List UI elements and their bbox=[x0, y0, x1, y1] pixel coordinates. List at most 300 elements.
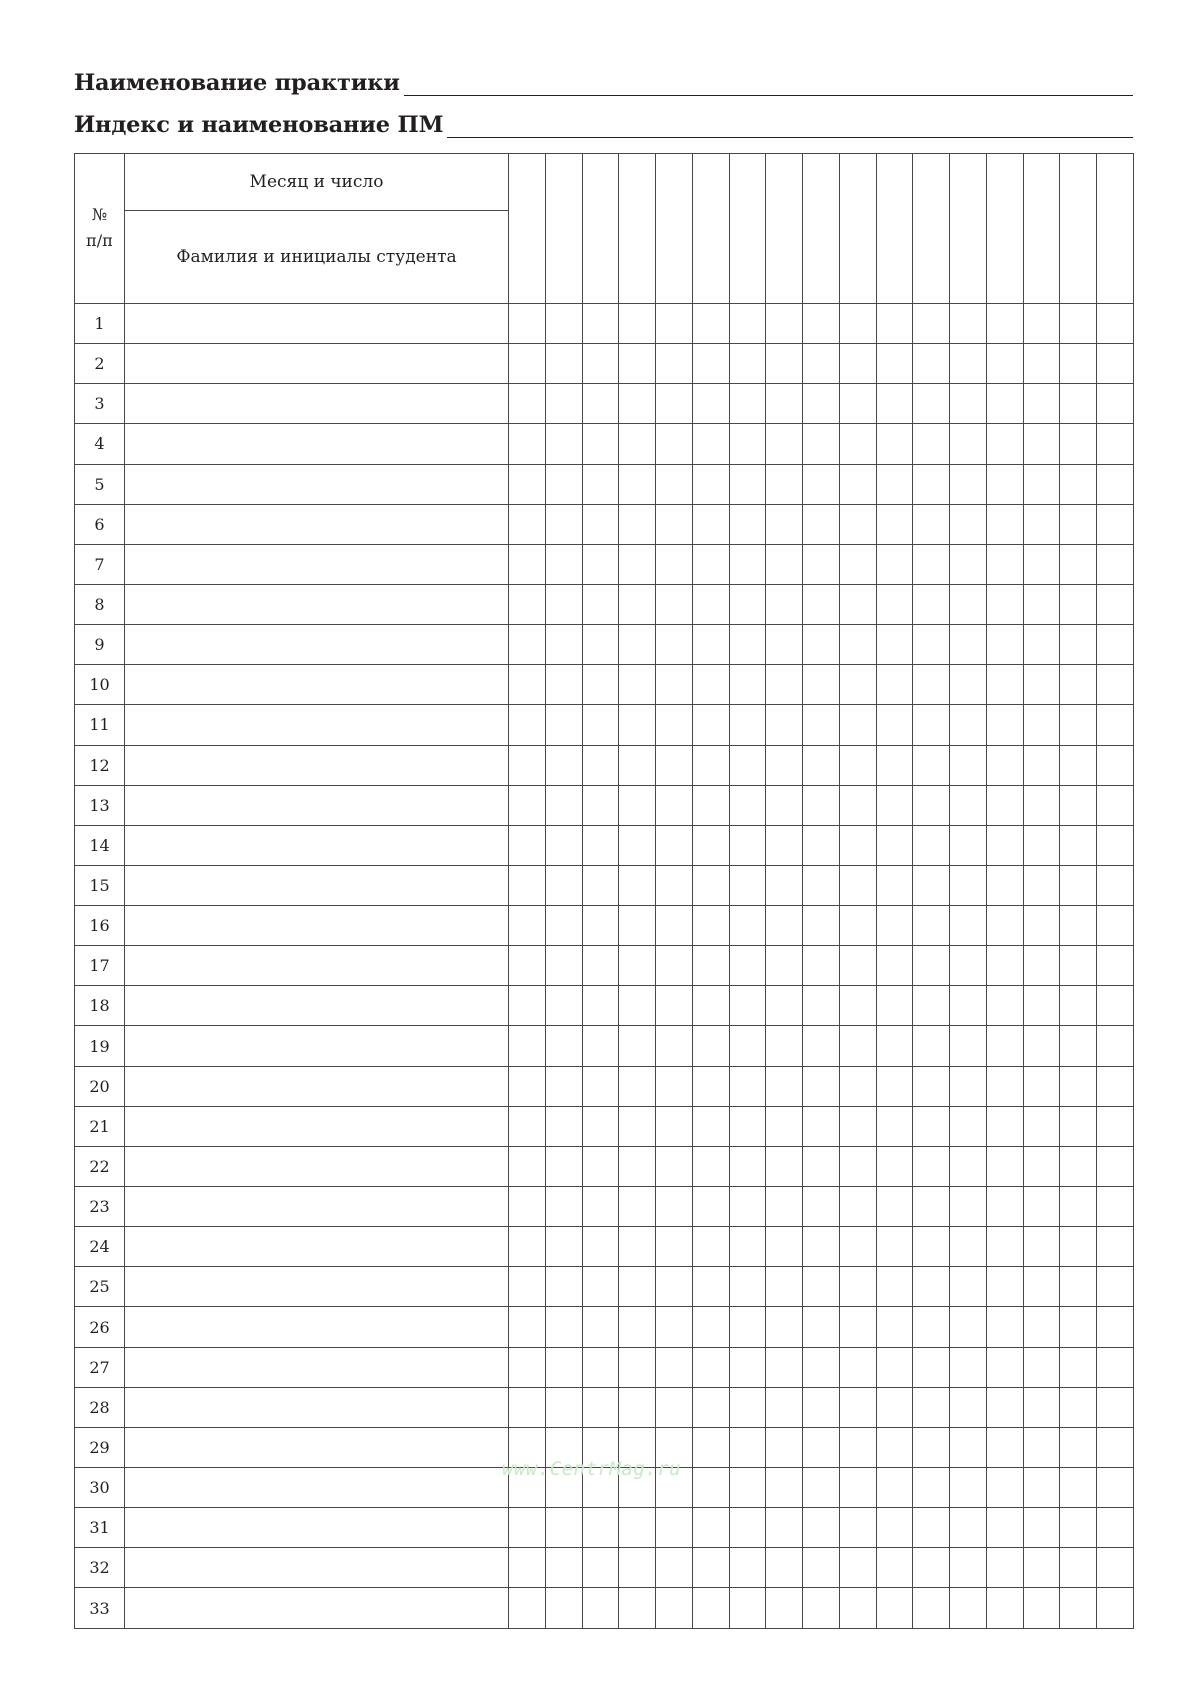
attendance-cell[interactable] bbox=[582, 1227, 619, 1267]
attendance-cell[interactable] bbox=[803, 625, 840, 665]
attendance-cell[interactable] bbox=[509, 1548, 546, 1588]
student-name-cell[interactable] bbox=[125, 303, 509, 343]
attendance-cell[interactable] bbox=[1097, 1267, 1134, 1307]
attendance-cell[interactable] bbox=[656, 946, 693, 986]
attendance-cell[interactable] bbox=[839, 745, 876, 785]
attendance-cell[interactable] bbox=[619, 1387, 656, 1427]
attendance-cell[interactable] bbox=[986, 986, 1023, 1026]
attendance-cell[interactable] bbox=[1097, 1026, 1134, 1066]
attendance-cell[interactable] bbox=[656, 1106, 693, 1146]
attendance-cell[interactable] bbox=[913, 1146, 950, 1186]
attendance-cell[interactable] bbox=[986, 1187, 1023, 1227]
attendance-cell[interactable] bbox=[656, 625, 693, 665]
attendance-cell[interactable] bbox=[839, 1508, 876, 1548]
attendance-cell[interactable] bbox=[986, 464, 1023, 504]
attendance-cell[interactable] bbox=[582, 1106, 619, 1146]
student-name-cell[interactable] bbox=[125, 1468, 509, 1508]
attendance-cell[interactable] bbox=[950, 1387, 987, 1427]
attendance-cell[interactable] bbox=[803, 1307, 840, 1347]
attendance-cell[interactable] bbox=[692, 464, 729, 504]
attendance-cell[interactable] bbox=[803, 1508, 840, 1548]
attendance-cell[interactable] bbox=[729, 1588, 766, 1629]
attendance-cell[interactable] bbox=[986, 1548, 1023, 1588]
attendance-cell[interactable] bbox=[1060, 785, 1097, 825]
attendance-cell[interactable] bbox=[582, 1187, 619, 1227]
attendance-cell[interactable] bbox=[619, 1146, 656, 1186]
attendance-cell[interactable] bbox=[803, 825, 840, 865]
attendance-cell[interactable] bbox=[876, 986, 913, 1026]
attendance-cell[interactable] bbox=[1060, 1548, 1097, 1588]
attendance-cell[interactable] bbox=[766, 625, 803, 665]
attendance-cell[interactable] bbox=[1060, 424, 1097, 464]
attendance-cell[interactable] bbox=[729, 1106, 766, 1146]
attendance-cell[interactable] bbox=[986, 1508, 1023, 1548]
attendance-cell[interactable] bbox=[766, 504, 803, 544]
attendance-cell[interactable] bbox=[986, 303, 1023, 343]
attendance-cell[interactable] bbox=[619, 825, 656, 865]
attendance-cell[interactable] bbox=[1023, 1106, 1060, 1146]
attendance-cell[interactable] bbox=[619, 1508, 656, 1548]
attendance-cell[interactable] bbox=[839, 1588, 876, 1629]
attendance-cell[interactable] bbox=[803, 1548, 840, 1588]
attendance-cell[interactable] bbox=[1060, 865, 1097, 905]
attendance-cell[interactable] bbox=[839, 1387, 876, 1427]
attendance-cell[interactable] bbox=[692, 1387, 729, 1427]
attendance-cell[interactable] bbox=[509, 625, 546, 665]
attendance-cell[interactable] bbox=[509, 865, 546, 905]
attendance-cell[interactable] bbox=[986, 865, 1023, 905]
attendance-cell[interactable] bbox=[692, 785, 729, 825]
attendance-cell[interactable] bbox=[619, 584, 656, 624]
attendance-cell[interactable] bbox=[509, 1387, 546, 1427]
attendance-cell[interactable] bbox=[1097, 1508, 1134, 1548]
attendance-cell[interactable] bbox=[1023, 865, 1060, 905]
attendance-cell[interactable] bbox=[950, 1588, 987, 1629]
attendance-cell[interactable] bbox=[545, 745, 582, 785]
attendance-cell[interactable] bbox=[876, 303, 913, 343]
attendance-cell[interactable] bbox=[656, 785, 693, 825]
attendance-cell[interactable] bbox=[582, 986, 619, 1026]
attendance-cell[interactable] bbox=[913, 825, 950, 865]
date-header-cell[interactable] bbox=[582, 154, 619, 304]
attendance-cell[interactable] bbox=[509, 1508, 546, 1548]
attendance-cell[interactable] bbox=[619, 1026, 656, 1066]
attendance-cell[interactable] bbox=[950, 1468, 987, 1508]
attendance-cell[interactable] bbox=[950, 1066, 987, 1106]
attendance-cell[interactable] bbox=[729, 1508, 766, 1548]
attendance-cell[interactable] bbox=[692, 544, 729, 584]
attendance-cell[interactable] bbox=[876, 544, 913, 584]
student-name-cell[interactable] bbox=[125, 1146, 509, 1186]
attendance-cell[interactable] bbox=[876, 865, 913, 905]
attendance-cell[interactable] bbox=[619, 986, 656, 1026]
attendance-cell[interactable] bbox=[913, 584, 950, 624]
attendance-cell[interactable] bbox=[803, 1227, 840, 1267]
practice-name-blank[interactable] bbox=[404, 95, 1133, 96]
attendance-cell[interactable] bbox=[582, 785, 619, 825]
attendance-cell[interactable] bbox=[986, 1387, 1023, 1427]
attendance-cell[interactable] bbox=[803, 303, 840, 343]
attendance-cell[interactable] bbox=[1097, 1106, 1134, 1146]
attendance-cell[interactable] bbox=[619, 906, 656, 946]
attendance-cell[interactable] bbox=[986, 745, 1023, 785]
student-name-cell[interactable] bbox=[125, 785, 509, 825]
attendance-cell[interactable] bbox=[656, 1267, 693, 1307]
attendance-cell[interactable] bbox=[986, 1267, 1023, 1307]
attendance-cell[interactable] bbox=[509, 584, 546, 624]
attendance-cell[interactable] bbox=[913, 1508, 950, 1548]
attendance-cell[interactable] bbox=[1097, 1427, 1134, 1467]
attendance-cell[interactable] bbox=[803, 1146, 840, 1186]
attendance-cell[interactable] bbox=[913, 1347, 950, 1387]
attendance-cell[interactable] bbox=[692, 1508, 729, 1548]
attendance-cell[interactable] bbox=[986, 384, 1023, 424]
attendance-cell[interactable] bbox=[545, 625, 582, 665]
attendance-cell[interactable] bbox=[766, 665, 803, 705]
student-name-cell[interactable] bbox=[125, 865, 509, 905]
attendance-cell[interactable] bbox=[1023, 906, 1060, 946]
attendance-cell[interactable] bbox=[619, 625, 656, 665]
attendance-cell[interactable] bbox=[986, 1307, 1023, 1347]
attendance-cell[interactable] bbox=[986, 504, 1023, 544]
date-header-cell[interactable] bbox=[1023, 154, 1060, 304]
attendance-cell[interactable] bbox=[545, 1508, 582, 1548]
attendance-cell[interactable] bbox=[692, 745, 729, 785]
attendance-cell[interactable] bbox=[766, 986, 803, 1026]
attendance-cell[interactable] bbox=[1097, 946, 1134, 986]
attendance-cell[interactable] bbox=[509, 1106, 546, 1146]
attendance-cell[interactable] bbox=[913, 544, 950, 584]
attendance-cell[interactable] bbox=[509, 1347, 546, 1387]
attendance-cell[interactable] bbox=[803, 665, 840, 705]
attendance-cell[interactable] bbox=[839, 464, 876, 504]
attendance-cell[interactable] bbox=[913, 1106, 950, 1146]
date-header-cell[interactable] bbox=[839, 154, 876, 304]
attendance-cell[interactable] bbox=[692, 1227, 729, 1267]
attendance-cell[interactable] bbox=[766, 1508, 803, 1548]
attendance-cell[interactable] bbox=[582, 1347, 619, 1387]
date-header-cell[interactable] bbox=[656, 154, 693, 304]
attendance-cell[interactable] bbox=[619, 1267, 656, 1307]
attendance-cell[interactable] bbox=[950, 384, 987, 424]
attendance-cell[interactable] bbox=[1097, 665, 1134, 705]
attendance-cell[interactable] bbox=[656, 344, 693, 384]
student-name-cell[interactable] bbox=[125, 665, 509, 705]
attendance-cell[interactable] bbox=[766, 384, 803, 424]
attendance-cell[interactable] bbox=[582, 906, 619, 946]
attendance-cell[interactable] bbox=[509, 705, 546, 745]
attendance-cell[interactable] bbox=[876, 1387, 913, 1427]
attendance-cell[interactable] bbox=[1060, 303, 1097, 343]
attendance-cell[interactable] bbox=[1060, 1588, 1097, 1629]
attendance-cell[interactable] bbox=[692, 1548, 729, 1588]
attendance-cell[interactable] bbox=[839, 344, 876, 384]
attendance-cell[interactable] bbox=[1023, 1187, 1060, 1227]
attendance-cell[interactable] bbox=[839, 1106, 876, 1146]
attendance-cell[interactable] bbox=[950, 705, 987, 745]
attendance-cell[interactable] bbox=[619, 344, 656, 384]
attendance-cell[interactable] bbox=[803, 504, 840, 544]
attendance-cell[interactable] bbox=[950, 1146, 987, 1186]
attendance-cell[interactable] bbox=[1060, 584, 1097, 624]
attendance-cell[interactable] bbox=[1023, 745, 1060, 785]
attendance-cell[interactable] bbox=[766, 544, 803, 584]
attendance-cell[interactable] bbox=[913, 625, 950, 665]
attendance-cell[interactable] bbox=[986, 1066, 1023, 1106]
attendance-cell[interactable] bbox=[729, 464, 766, 504]
attendance-cell[interactable] bbox=[986, 705, 1023, 745]
attendance-cell[interactable] bbox=[986, 946, 1023, 986]
attendance-cell[interactable] bbox=[950, 865, 987, 905]
attendance-cell[interactable] bbox=[729, 1026, 766, 1066]
attendance-cell[interactable] bbox=[876, 1066, 913, 1106]
attendance-cell[interactable] bbox=[1060, 625, 1097, 665]
attendance-cell[interactable] bbox=[545, 1347, 582, 1387]
attendance-cell[interactable] bbox=[766, 1146, 803, 1186]
attendance-cell[interactable] bbox=[692, 504, 729, 544]
attendance-cell[interactable] bbox=[509, 1146, 546, 1186]
attendance-cell[interactable] bbox=[876, 665, 913, 705]
attendance-cell[interactable] bbox=[1060, 665, 1097, 705]
attendance-cell[interactable] bbox=[766, 424, 803, 464]
attendance-cell[interactable] bbox=[1060, 1508, 1097, 1548]
attendance-cell[interactable] bbox=[509, 1187, 546, 1227]
attendance-cell[interactable] bbox=[545, 665, 582, 705]
attendance-cell[interactable] bbox=[1097, 504, 1134, 544]
attendance-cell[interactable] bbox=[839, 303, 876, 343]
attendance-cell[interactable] bbox=[729, 1066, 766, 1106]
attendance-cell[interactable] bbox=[876, 625, 913, 665]
attendance-cell[interactable] bbox=[839, 1307, 876, 1347]
attendance-cell[interactable] bbox=[1023, 384, 1060, 424]
attendance-cell[interactable] bbox=[619, 1548, 656, 1588]
attendance-cell[interactable] bbox=[619, 544, 656, 584]
attendance-cell[interactable] bbox=[619, 865, 656, 905]
attendance-cell[interactable] bbox=[619, 785, 656, 825]
attendance-cell[interactable] bbox=[766, 825, 803, 865]
attendance-cell[interactable] bbox=[950, 1267, 987, 1307]
attendance-cell[interactable] bbox=[692, 1066, 729, 1106]
attendance-cell[interactable] bbox=[582, 705, 619, 745]
attendance-cell[interactable] bbox=[876, 1146, 913, 1186]
attendance-cell[interactable] bbox=[692, 1427, 729, 1467]
attendance-cell[interactable] bbox=[1060, 1387, 1097, 1427]
attendance-cell[interactable] bbox=[766, 1347, 803, 1387]
attendance-cell[interactable] bbox=[509, 1066, 546, 1106]
attendance-cell[interactable] bbox=[839, 1427, 876, 1467]
attendance-cell[interactable] bbox=[729, 986, 766, 1026]
attendance-cell[interactable] bbox=[1023, 1427, 1060, 1467]
attendance-cell[interactable] bbox=[876, 1588, 913, 1629]
attendance-cell[interactable] bbox=[692, 1026, 729, 1066]
attendance-cell[interactable] bbox=[619, 504, 656, 544]
date-header-cell[interactable] bbox=[913, 154, 950, 304]
attendance-cell[interactable] bbox=[876, 1106, 913, 1146]
attendance-cell[interactable] bbox=[839, 1026, 876, 1066]
attendance-cell[interactable] bbox=[913, 1026, 950, 1066]
attendance-cell[interactable] bbox=[803, 1387, 840, 1427]
attendance-cell[interactable] bbox=[803, 946, 840, 986]
student-name-cell[interactable] bbox=[125, 1267, 509, 1307]
attendance-cell[interactable] bbox=[986, 584, 1023, 624]
attendance-cell[interactable] bbox=[509, 906, 546, 946]
attendance-cell[interactable] bbox=[656, 1347, 693, 1387]
attendance-cell[interactable] bbox=[1060, 1026, 1097, 1066]
attendance-cell[interactable] bbox=[950, 1427, 987, 1467]
attendance-cell[interactable] bbox=[986, 1588, 1023, 1629]
attendance-cell[interactable] bbox=[1023, 665, 1060, 705]
attendance-cell[interactable] bbox=[803, 785, 840, 825]
attendance-cell[interactable] bbox=[545, 865, 582, 905]
attendance-cell[interactable] bbox=[545, 1227, 582, 1267]
attendance-cell[interactable] bbox=[1097, 1227, 1134, 1267]
attendance-cell[interactable] bbox=[656, 584, 693, 624]
attendance-cell[interactable] bbox=[950, 785, 987, 825]
attendance-cell[interactable] bbox=[950, 1106, 987, 1146]
attendance-cell[interactable] bbox=[509, 384, 546, 424]
attendance-cell[interactable] bbox=[803, 865, 840, 905]
attendance-cell[interactable] bbox=[950, 344, 987, 384]
attendance-cell[interactable] bbox=[876, 825, 913, 865]
attendance-cell[interactable] bbox=[729, 906, 766, 946]
attendance-cell[interactable] bbox=[1060, 1468, 1097, 1508]
attendance-cell[interactable] bbox=[619, 303, 656, 343]
attendance-cell[interactable] bbox=[729, 745, 766, 785]
attendance-cell[interactable] bbox=[582, 825, 619, 865]
attendance-cell[interactable] bbox=[729, 504, 766, 544]
date-header-cell[interactable] bbox=[692, 154, 729, 304]
attendance-cell[interactable] bbox=[582, 1026, 619, 1066]
attendance-cell[interactable] bbox=[545, 906, 582, 946]
attendance-cell[interactable] bbox=[656, 1187, 693, 1227]
attendance-cell[interactable] bbox=[545, 1387, 582, 1427]
student-name-cell[interactable] bbox=[125, 464, 509, 504]
date-header-cell[interactable] bbox=[619, 154, 656, 304]
attendance-cell[interactable] bbox=[1023, 946, 1060, 986]
attendance-cell[interactable] bbox=[729, 1307, 766, 1347]
attendance-cell[interactable] bbox=[545, 1307, 582, 1347]
attendance-cell[interactable] bbox=[766, 1227, 803, 1267]
attendance-cell[interactable] bbox=[766, 1387, 803, 1427]
attendance-cell[interactable] bbox=[986, 1026, 1023, 1066]
attendance-cell[interactable] bbox=[986, 1427, 1023, 1467]
attendance-cell[interactable] bbox=[545, 1106, 582, 1146]
attendance-cell[interactable] bbox=[986, 1227, 1023, 1267]
student-name-cell[interactable] bbox=[125, 825, 509, 865]
attendance-cell[interactable] bbox=[509, 1307, 546, 1347]
student-name-cell[interactable] bbox=[125, 1307, 509, 1347]
student-name-cell[interactable] bbox=[125, 1066, 509, 1106]
attendance-cell[interactable] bbox=[803, 745, 840, 785]
attendance-cell[interactable] bbox=[582, 1267, 619, 1307]
attendance-cell[interactable] bbox=[656, 544, 693, 584]
attendance-cell[interactable] bbox=[1023, 1588, 1060, 1629]
attendance-cell[interactable] bbox=[876, 745, 913, 785]
attendance-cell[interactable] bbox=[619, 464, 656, 504]
attendance-cell[interactable] bbox=[986, 344, 1023, 384]
attendance-cell[interactable] bbox=[1060, 986, 1097, 1026]
student-name-cell[interactable] bbox=[125, 1026, 509, 1066]
attendance-cell[interactable] bbox=[766, 1468, 803, 1508]
attendance-cell[interactable] bbox=[1060, 1267, 1097, 1307]
attendance-cell[interactable] bbox=[729, 1146, 766, 1186]
attendance-cell[interactable] bbox=[876, 344, 913, 384]
attendance-cell[interactable] bbox=[986, 1106, 1023, 1146]
attendance-cell[interactable] bbox=[950, 544, 987, 584]
attendance-cell[interactable] bbox=[1023, 344, 1060, 384]
attendance-cell[interactable] bbox=[509, 665, 546, 705]
attendance-cell[interactable] bbox=[913, 705, 950, 745]
attendance-cell[interactable] bbox=[950, 906, 987, 946]
attendance-cell[interactable] bbox=[1023, 1548, 1060, 1588]
attendance-cell[interactable] bbox=[839, 986, 876, 1026]
student-name-cell[interactable] bbox=[125, 544, 509, 584]
attendance-cell[interactable] bbox=[509, 825, 546, 865]
attendance-cell[interactable] bbox=[803, 344, 840, 384]
attendance-cell[interactable] bbox=[619, 1347, 656, 1387]
student-name-cell[interactable] bbox=[125, 1387, 509, 1427]
attendance-cell[interactable] bbox=[876, 1026, 913, 1066]
attendance-cell[interactable] bbox=[692, 986, 729, 1026]
attendance-cell[interactable] bbox=[582, 464, 619, 504]
attendance-cell[interactable] bbox=[729, 785, 766, 825]
attendance-cell[interactable] bbox=[692, 1106, 729, 1146]
attendance-cell[interactable] bbox=[950, 303, 987, 343]
attendance-cell[interactable] bbox=[839, 1227, 876, 1267]
student-name-cell[interactable] bbox=[125, 424, 509, 464]
student-name-cell[interactable] bbox=[125, 1508, 509, 1548]
attendance-cell[interactable] bbox=[545, 1588, 582, 1629]
attendance-cell[interactable] bbox=[766, 906, 803, 946]
student-name-cell[interactable] bbox=[125, 384, 509, 424]
attendance-cell[interactable] bbox=[839, 1267, 876, 1307]
attendance-cell[interactable] bbox=[1060, 745, 1097, 785]
attendance-cell[interactable] bbox=[913, 1427, 950, 1467]
attendance-cell[interactable] bbox=[803, 464, 840, 504]
attendance-cell[interactable] bbox=[656, 825, 693, 865]
attendance-cell[interactable] bbox=[839, 504, 876, 544]
attendance-cell[interactable] bbox=[545, 946, 582, 986]
attendance-cell[interactable] bbox=[692, 1307, 729, 1347]
attendance-cell[interactable] bbox=[1097, 1588, 1134, 1629]
attendance-cell[interactable] bbox=[1060, 1146, 1097, 1186]
attendance-cell[interactable] bbox=[1023, 1508, 1060, 1548]
date-header-cell[interactable] bbox=[876, 154, 913, 304]
attendance-cell[interactable] bbox=[1097, 1468, 1134, 1508]
attendance-cell[interactable] bbox=[692, 424, 729, 464]
attendance-cell[interactable] bbox=[619, 745, 656, 785]
attendance-cell[interactable] bbox=[913, 865, 950, 905]
attendance-cell[interactable] bbox=[656, 1146, 693, 1186]
attendance-cell[interactable] bbox=[545, 504, 582, 544]
attendance-cell[interactable] bbox=[619, 1588, 656, 1629]
attendance-cell[interactable] bbox=[545, 344, 582, 384]
attendance-cell[interactable] bbox=[1023, 584, 1060, 624]
attendance-cell[interactable] bbox=[839, 785, 876, 825]
attendance-cell[interactable] bbox=[545, 785, 582, 825]
student-name-cell[interactable] bbox=[125, 1427, 509, 1467]
attendance-cell[interactable] bbox=[876, 1187, 913, 1227]
attendance-cell[interactable] bbox=[656, 1307, 693, 1347]
attendance-cell[interactable] bbox=[913, 384, 950, 424]
attendance-cell[interactable] bbox=[766, 344, 803, 384]
student-name-cell[interactable] bbox=[125, 906, 509, 946]
attendance-cell[interactable] bbox=[619, 1066, 656, 1106]
attendance-cell[interactable] bbox=[656, 906, 693, 946]
attendance-cell[interactable] bbox=[1097, 303, 1134, 343]
attendance-cell[interactable] bbox=[1023, 1468, 1060, 1508]
attendance-cell[interactable] bbox=[545, 584, 582, 624]
